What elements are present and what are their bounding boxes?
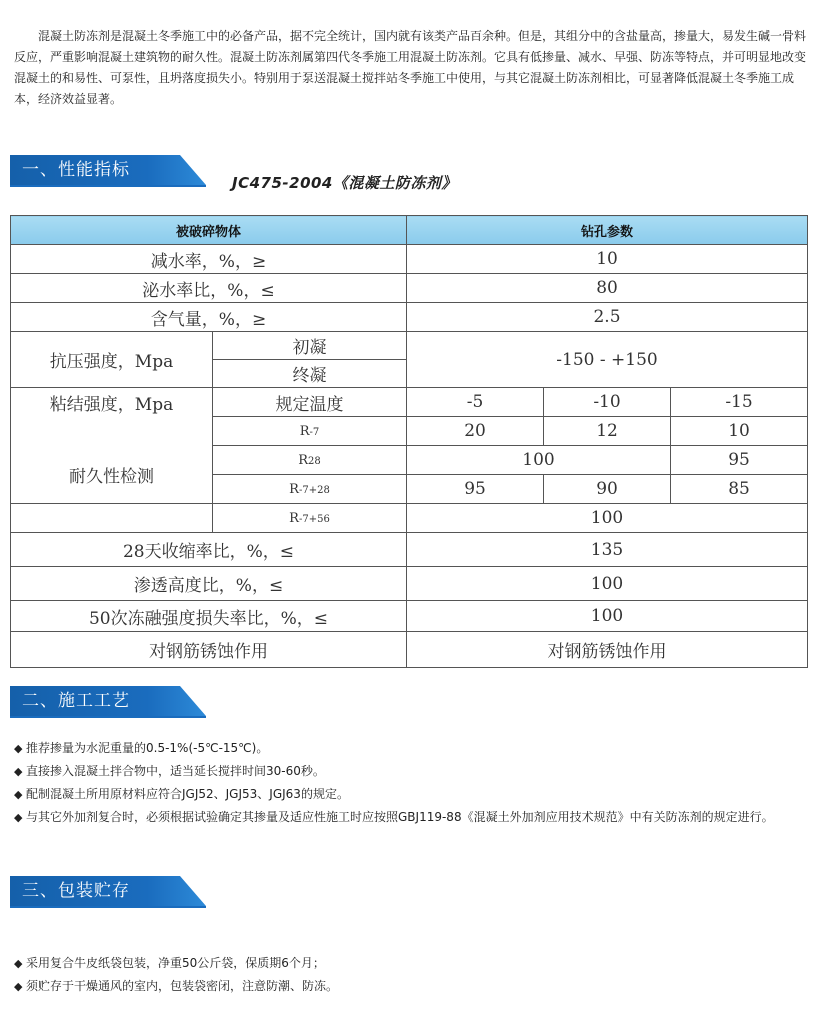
row-value: 135 [407,533,808,567]
section-header-process [10,686,206,716]
section-title: 一、性能指标 [22,160,130,180]
diamond-bullet-icon: ◆ [14,788,23,801]
row-value: 100 [407,601,808,632]
sub-label: R-7+56 [213,504,407,533]
diamond-bullet-icon: ◆ [14,765,23,778]
section-header-packaging [10,876,206,906]
list-item: ◆ 与其它外加剂复合时，必须根据试验确定其掺量及适应性施工时应按照GBJ119-88《混凝土外加剂应用技术规范》中有关防冻剂的规定进行。 [14,806,806,829]
section-title: 二、施工工艺 [22,691,130,711]
table-row [11,446,808,475]
standard-title: JC475-2004《混凝土防冻剂》 [232,174,457,192]
diamond-bullet-icon: ◆ [14,742,23,755]
row-label: 渗透高度比，%，≤ [11,567,407,601]
process-list [14,737,806,829]
table-row [11,388,808,417]
row-label: 28天收缩率比，%，≤ [11,533,407,567]
sub-label: R28 [213,446,407,475]
row-label: 含气量，%，≥ [11,303,407,332]
section-title: 三、包装贮存 [22,881,130,901]
sub-label: R-7+28 [213,475,407,504]
sub-label: 初凝 [213,332,407,360]
table-row [11,632,808,668]
list-item: ◆ 配制混凝土所用原材料应符合JGJ52、JGJ53、JGJ63的规定。 [14,783,806,806]
diamond-bullet-icon: ◆ [14,811,23,824]
row-value: 2.5 [407,303,808,332]
sub-label: 终凝 [213,360,407,388]
table-row [11,303,808,332]
row-label: 50次冻融强度损失率比，%，≤ [11,601,407,632]
row-value: -5 [407,388,544,417]
row-value: 对钢筋锈蚀作用 [407,632,808,668]
row-value: -10 [544,388,671,417]
sub-label: 规定温度 [213,388,407,417]
row-label: 泌水率比，%，≤ [11,274,407,303]
list-item: ◆ 须贮存于干燥通风的室内，包装袋密闭，注意防潮、防冻。 [14,975,806,998]
row-value: 20 [407,417,544,446]
row-value: 10 [407,245,808,274]
section-header-underline [10,906,206,908]
row-value: -15 [671,388,808,417]
row-value: 85 [671,475,808,504]
row-label: 粘结强度，Mpa [11,388,213,417]
table-row [11,245,808,274]
table-header-row [11,216,808,245]
spec-table [10,215,808,668]
table-row [11,417,808,446]
row-value: 80 [407,274,808,303]
table-row [11,274,808,303]
row-label: 对钢筋锈蚀作用 [11,632,407,668]
table-row [11,601,808,632]
section-header-underline [10,185,206,187]
table-header-cell: 被破碎物体 [11,216,407,245]
sub-label: R-7 [213,417,407,446]
row-label: 抗压强度，Mpa [11,332,213,388]
row-value: 100 [407,567,808,601]
diamond-bullet-icon: ◆ [14,957,23,970]
row-value: -150 - +150 [407,332,808,388]
table-row [11,567,808,601]
empty-cell [11,504,213,533]
section-header-underline [10,716,206,718]
table-row [11,332,808,360]
row-value: 95 [671,446,808,475]
row-label: 减水率，%，≥ [11,245,407,274]
table-row [11,504,808,533]
row-value: 10 [671,417,808,446]
row-value: 90 [544,475,671,504]
diamond-bullet-icon: ◆ [14,980,23,993]
row-value: 100 [407,504,808,533]
list-item: ◆ 推荐掺量为水泥重量的0.5-1%(-5℃-15℃)。 [14,737,806,760]
row-value: 95 [407,475,544,504]
table-row [11,533,808,567]
empty-cell [11,417,213,446]
row-label: 耐久性检测 [11,446,213,504]
packaging-list [14,952,806,998]
intro-paragraph: 混凝土防冻剂是混凝土冬季施工中的必备产品，据不完全统计，国内就有该类产品百余种。但是，其组分中的含盐量高，掺量大，易发生碱一骨料反应，严重影响混凝土建筑物的耐久性。混凝土防冻剂属第四代冬季施工用混凝土防冻剂。它具有低掺量、减水、早强、防冻等特点，并可明显地改变混凝土的和易性、可泵性，且坍落度损失小。特别用于泵送混凝土搅拌站冬季施工中使用，与其它混凝土防冻剂相比，可显著降低混凝土冬季施工成本，经济效益显著。 [14,29,807,106]
list-item: ◆ 直接掺入混凝土拌合物中，适当延长搅拌时间30-60秒。 [14,760,806,783]
row-value: 100 [407,446,671,475]
table-header-cell: 钻孔参数 [407,216,808,245]
list-item: ◆ 采用复合牛皮纸袋包装，净重50公斤袋，保质期6个月； [14,952,806,975]
section-header-performance [10,155,206,185]
row-value: 12 [544,417,671,446]
